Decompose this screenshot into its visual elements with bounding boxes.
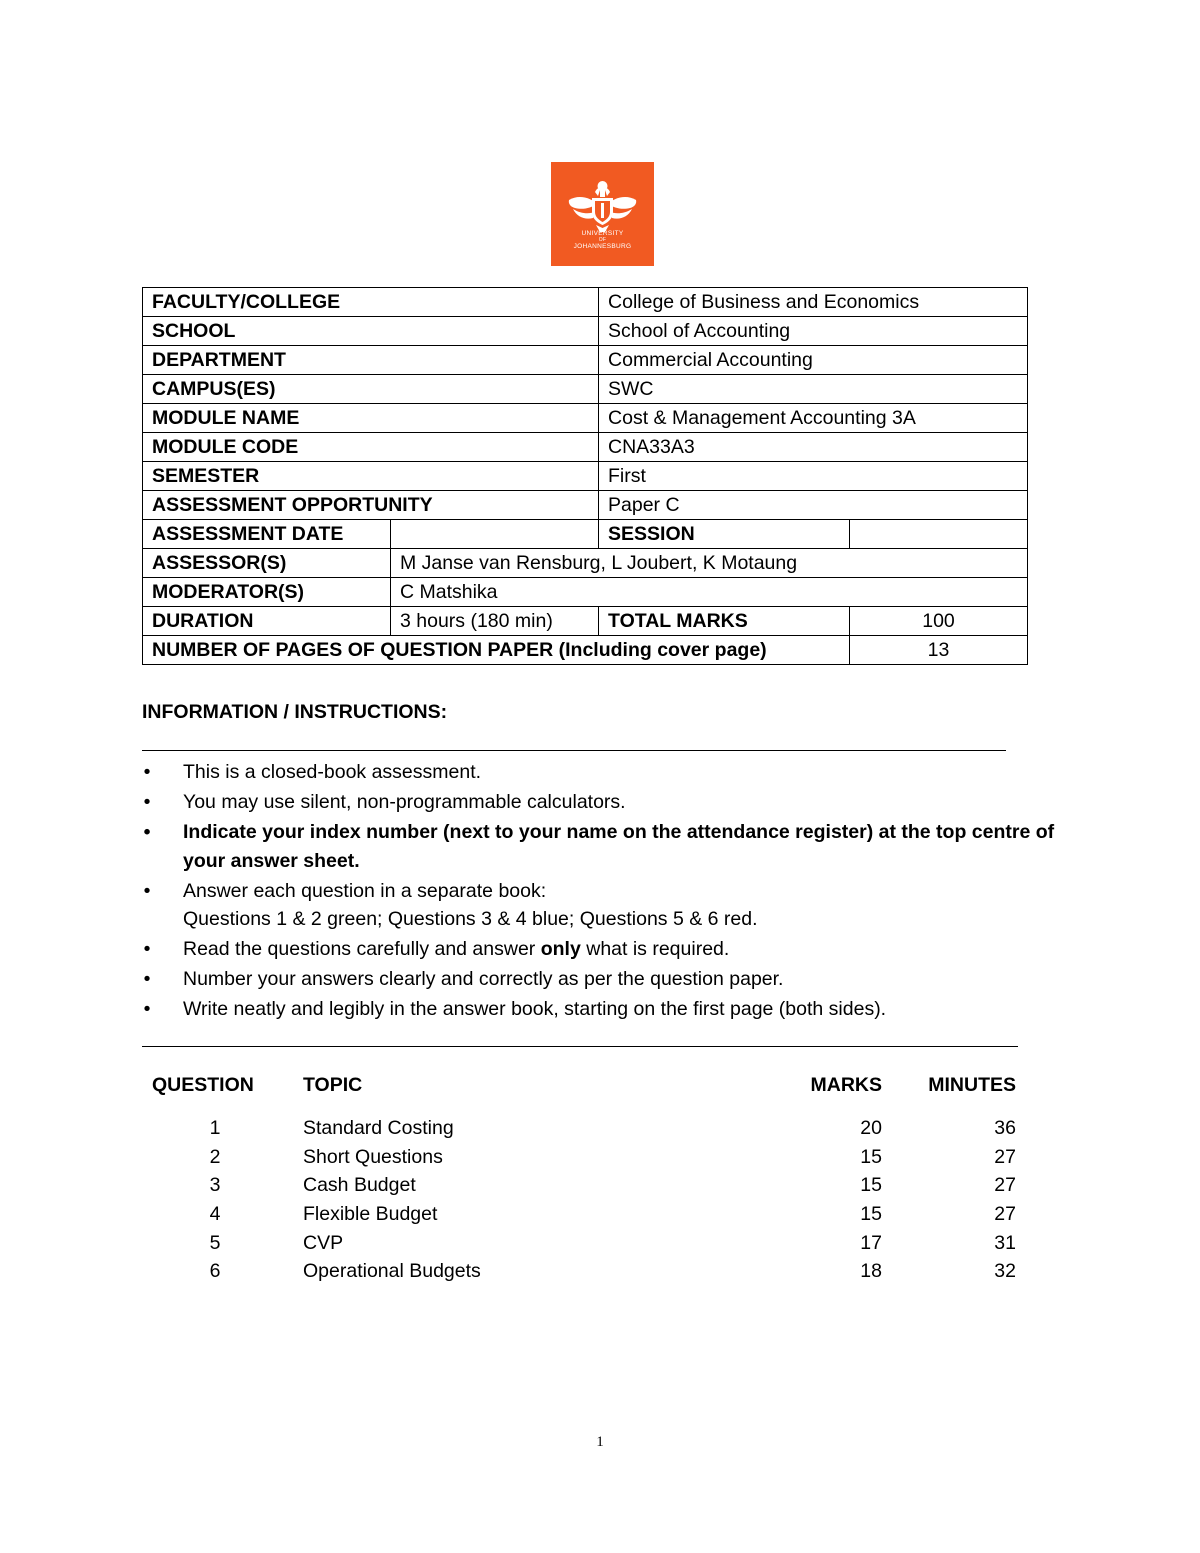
instruction-emphasis: only — [540, 938, 581, 960]
list-item — [142, 818, 1082, 875]
logo-text-line3: JOHANNESBURG — [573, 243, 632, 250]
marks-column-header: MARKS — [810, 1074, 882, 1096]
school-label: SCHOOL — [143, 317, 599, 346]
total-marks-label: TOTAL MARKS — [599, 607, 850, 636]
list-item — [142, 935, 1082, 964]
total-marks-value: 100 — [850, 607, 1028, 636]
department-value: Commercial Accounting — [599, 346, 1028, 375]
question-topic: Operational Budgets — [303, 1260, 481, 1282]
list-item — [142, 758, 1082, 787]
module-name-value: Cost & Management Accounting 3A — [599, 404, 1028, 433]
table-row — [143, 433, 1028, 462]
page-number: 1 — [596, 1434, 604, 1450]
opportunity-value: Paper C — [599, 491, 1028, 520]
assessors-label: ASSESSOR(S) — [143, 549, 391, 578]
duration-label: DURATION — [143, 607, 391, 636]
instruction-text: Answer each question in a separate book: — [183, 879, 547, 902]
question-minutes: 27 — [994, 1145, 1016, 1168]
instruction-text: This is a closed-book assessment. — [183, 761, 482, 783]
question-minutes: 27 — [994, 1174, 1016, 1196]
question-topic: Flexible Budget — [303, 1203, 438, 1225]
question-number: 6 — [209, 1260, 221, 1282]
logo-text-line1: UNIVERSITY — [581, 230, 624, 237]
question-column-header: QUESTION — [152, 1074, 254, 1096]
question-minutes: 31 — [994, 1231, 1016, 1254]
assessment-date-value — [391, 520, 599, 549]
table-row — [143, 607, 1028, 636]
moderators-value: C Matshika — [391, 578, 1028, 607]
question-minutes: 36 — [994, 1117, 1016, 1139]
table-row — [143, 288, 1028, 317]
module-code-label: MODULE CODE — [143, 433, 599, 462]
table-row — [143, 491, 1028, 520]
bullet-icon: • — [143, 968, 151, 990]
instruction-text: Write neatly and legibly in the answer book, starting on the first page (both sides). — [183, 998, 887, 1020]
faculty-label: FACULTY/COLLEGE — [143, 288, 599, 317]
bullet-icon: • — [143, 998, 151, 1020]
question-number: 3 — [209, 1174, 221, 1196]
question-marks: 20 — [860, 1117, 882, 1139]
pages-value: 13 — [850, 636, 1028, 665]
bullet-icon: • — [143, 761, 151, 783]
table-row — [143, 636, 1028, 665]
table-row — [143, 549, 1028, 578]
campus-value: SWC — [599, 375, 1028, 404]
table-row — [143, 375, 1028, 404]
question-marks: 15 — [860, 1145, 882, 1168]
session-value — [850, 520, 1028, 549]
module-code-value: CNA33A3 — [599, 433, 1028, 462]
instruction-text: You may use silent, non-programmable calculators. — [183, 791, 626, 813]
instruction-text: Read the questions carefully and answer — [183, 938, 541, 960]
bullet-icon: • — [143, 938, 151, 960]
table-row — [143, 578, 1028, 607]
logo-text-line2: OF — [598, 237, 607, 243]
question-topic: Standard Costing — [303, 1117, 454, 1139]
campus-label: CAMPUS(ES) — [143, 375, 599, 404]
question-topic: Short Questions — [303, 1145, 443, 1168]
opportunity-label: ASSESSMENT OPPORTUNITY — [143, 491, 599, 520]
instruction-text: Number your answers clearly and correctly as per the question paper. — [183, 968, 784, 990]
instructions-list — [142, 758, 1082, 1025]
instruction-subtext: Questions 1 & 2 green; Questions 3 & 4 blue; Questions 5 & 6 red. — [183, 908, 758, 930]
semester-value: First — [599, 462, 1028, 491]
instruction-text: what is required. — [580, 938, 730, 960]
list-item — [142, 995, 1082, 1024]
bullet-icon: • — [143, 879, 151, 902]
divider — [142, 750, 1006, 751]
question-number: 2 — [209, 1145, 221, 1168]
list-item — [142, 877, 1082, 934]
question-number: 1 — [209, 1117, 221, 1139]
list-item — [142, 788, 1082, 817]
topic-column-header: TOPIC — [303, 1074, 363, 1096]
department-label: DEPARTMENT — [143, 346, 599, 375]
question-marks: 15 — [860, 1174, 882, 1196]
question-minutes: 27 — [994, 1203, 1016, 1225]
school-value: School of Accounting — [599, 317, 1028, 346]
table-row — [143, 317, 1028, 346]
crest-icon — [551, 162, 654, 266]
assessors-value: M Janse van Rensburg, L Joubert, K Motaung — [391, 549, 1028, 578]
cover-info-table — [142, 287, 1028, 665]
bullet-icon: • — [143, 821, 151, 843]
moderators-label: MODERATOR(S) — [143, 578, 391, 607]
divider — [142, 1046, 1018, 1047]
question-marks: 17 — [860, 1231, 882, 1254]
question-minutes: 32 — [994, 1260, 1016, 1282]
table-row — [143, 346, 1028, 375]
university-logo — [551, 162, 654, 266]
table-row — [143, 462, 1028, 491]
session-label: SESSION — [599, 520, 850, 549]
question-topic: CVP — [303, 1231, 344, 1254]
duration-value: 3 hours (180 min) — [391, 607, 599, 636]
instruction-text: Indicate your index number (next to your name on the attendance register) at the top centre of your answer sheet. — [183, 821, 1055, 872]
bullet-icon: • — [143, 791, 151, 813]
minutes-column-header: MINUTES — [928, 1074, 1016, 1096]
pages-label: NUMBER OF PAGES OF QUESTION PAPER (Including cover page) — [143, 636, 850, 665]
semester-label: SEMESTER — [143, 462, 599, 491]
table-row — [143, 404, 1028, 433]
assessment-date-label: ASSESSMENT DATE — [143, 520, 391, 549]
question-marks: 18 — [860, 1260, 882, 1282]
table-row — [143, 520, 1028, 549]
question-number: 4 — [209, 1203, 221, 1225]
instructions-heading: INFORMATION / INSTRUCTIONS: — [142, 701, 448, 723]
list-item — [142, 965, 1082, 994]
faculty-value: College of Business and Economics — [599, 288, 1028, 317]
question-marks: 15 — [860, 1203, 882, 1225]
module-name-label: MODULE NAME — [143, 404, 599, 433]
question-number: 5 — [209, 1231, 221, 1254]
question-topic: Cash Budget — [303, 1174, 416, 1196]
